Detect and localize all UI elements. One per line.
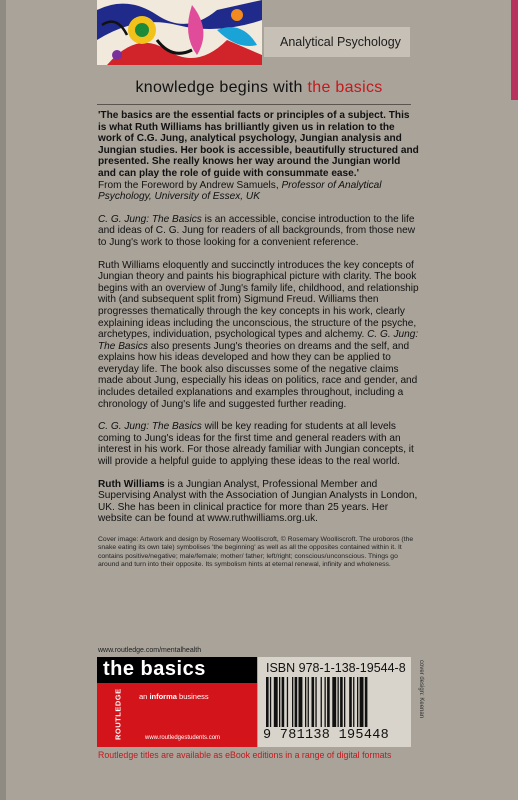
tagline: [0, 79, 518, 97]
barcode-bar: [344, 677, 345, 727]
foreword-prefix: From the Foreword by Andrew Samuels,: [98, 179, 282, 191]
barcode-bar: [274, 677, 278, 727]
barcode-bar: [266, 677, 269, 727]
description-paragraph-2: [98, 260, 420, 411]
tagline-accent: the basics: [307, 79, 383, 96]
barcode-bar: [338, 677, 339, 727]
barcode-bar: [287, 677, 288, 727]
barcode-bar: [270, 677, 271, 727]
ebook-note: Routledge titles are available as eBook editions in a range of digital formats: [98, 750, 392, 760]
barcode-digits: 9 781138 195448: [263, 728, 390, 743]
publisher-panel: [97, 683, 257, 747]
description-paragraph-3: [98, 421, 420, 467]
informa-suffix: business: [176, 692, 209, 701]
barcode-bar: [340, 677, 343, 727]
barcode-panel: [258, 657, 411, 747]
barcode-bar: [292, 677, 293, 727]
description-text: also presents Jung's theories on dreams and the self, and explains how his ideas developed and how they can be applied to everyday life. The book also discusses some of the negative claims made about Jung, especially his ideas on politics, race and gender, and includes detailed explanations and examples throughout, including a chronology of Jung's life and suggested further reading.: [98, 340, 418, 410]
the-basics-logo: [97, 657, 257, 747]
spine-edge: [0, 0, 6, 800]
description-text: is an accessible, concise introduction to the life and ideas of C. G. Jung for readers of all backgrounds, from those new to Jung's work to those looking for a convenient reference.: [98, 213, 416, 248]
barcode-bar: [365, 677, 368, 727]
barcode-bar: [315, 677, 316, 727]
the-basics-wordmark: the basics: [103, 658, 206, 680]
tagline-prefix: knowledge begins with: [135, 79, 308, 96]
barcode-bar: [325, 677, 326, 727]
barcode-bar: [299, 677, 303, 727]
description-text: Ruth Williams eloquently and succinctly introduces the key concepts of Jungian theory and paints his biographical picture with clarity. The book begins with an overview of Jung's family life, childhood, and relationship with (and subsequent split from) Sigmund Freud. Williams then progresses thematically through the key concepts in his work, clearly explaining ideas including the unconscious, the structure of the psyche, archetypes, individuation, psychological types and alchemy.: [98, 259, 419, 341]
barcode-bar: [295, 677, 298, 727]
blurb-column: [98, 110, 420, 570]
barcode-bar: [308, 677, 309, 727]
students-website: www.routledgestudents.com: [145, 735, 221, 741]
series-label: Analytical Psychology: [264, 27, 410, 57]
barcode-bar: [321, 677, 322, 727]
book-title: C. G. Jung: The Basics: [98, 421, 202, 433]
barcode-bar: [305, 677, 306, 727]
cover-artwork: [97, 0, 262, 65]
informa-prefix: an: [139, 692, 150, 701]
barcode-bar: [282, 677, 285, 727]
book-title: C. G. Jung: The Basics: [98, 213, 202, 225]
author-bio-text: is a Jungian Analyst, Professional Member and Supervising Analyst with the Association of Jungian Analysts in London, UK. She has been in clinical practice for more than 25 years. Her website can be found at www.ruthwilliams.org.uk.: [98, 478, 418, 525]
description-text: will be key reading for students at all levels coming to Jung's ideas for the first time and general readers with an interest in his work. For those already familiar with Jungian concepts, it will provide a helpful guide to applying these ideas to the real world.: [98, 421, 414, 468]
barcode-bar: [360, 677, 364, 727]
author-bio: [98, 479, 420, 525]
barcode-bar: [353, 677, 354, 727]
cover-designer-credit: cover design: Keenan: [418, 660, 424, 719]
informa-brand: informa: [149, 692, 177, 701]
barcode-bar: [312, 677, 315, 727]
foreword-affiliation: Professor of Analytical Psychology, University of Essex, UK: [98, 179, 382, 203]
isbn-label: ISBN 978-1-138-19544-8: [266, 661, 406, 675]
description-paragraph-1: [98, 214, 420, 249]
barcode: [266, 677, 403, 727]
barcode-bar: [349, 677, 352, 727]
publisher-website: www.routledge.com/mentalhealth: [98, 647, 202, 654]
endorsement-quote: 'The basics are the essential facts or principles of a subject. This is what Ruth Williams has brilliantly given us in relation to the work of C.G. Jung, analytical psychology, Jungian analysis and Jungian studies. Her book is accessible, beautifully structured and presented. She really knows her way around the Jungian world and can play the role of guide with consummate ease.': [98, 110, 419, 179]
divider: [97, 104, 411, 105]
author-name: Ruth Williams: [98, 478, 165, 490]
informa-line: [139, 692, 209, 701]
foreword-credit: [98, 180, 420, 203]
barcode-bar: [357, 677, 358, 727]
book-title: C. G. Jung: The Basics: [98, 329, 419, 352]
routledge-logo: ROUTLEDGE: [113, 688, 123, 740]
barcode-bar: [279, 677, 280, 727]
barcode-bar: [332, 677, 336, 727]
cover-credits: Cover image: Artwork and design by Rosemary Woolliscroft, © Rosemary Woolliscroft. The uroboros (the snake eating its own tale) symbolises 'the beginning' as well as all the opposites contained within it. It contains positive/negative; male/female; mother/ father; left/right; conscious/unconscious. Things go around and turn into their opposite. Its symbolism hints at eternal renewal, infinity and wholeness.: [98, 536, 414, 569]
barcode-bar: [327, 677, 330, 727]
